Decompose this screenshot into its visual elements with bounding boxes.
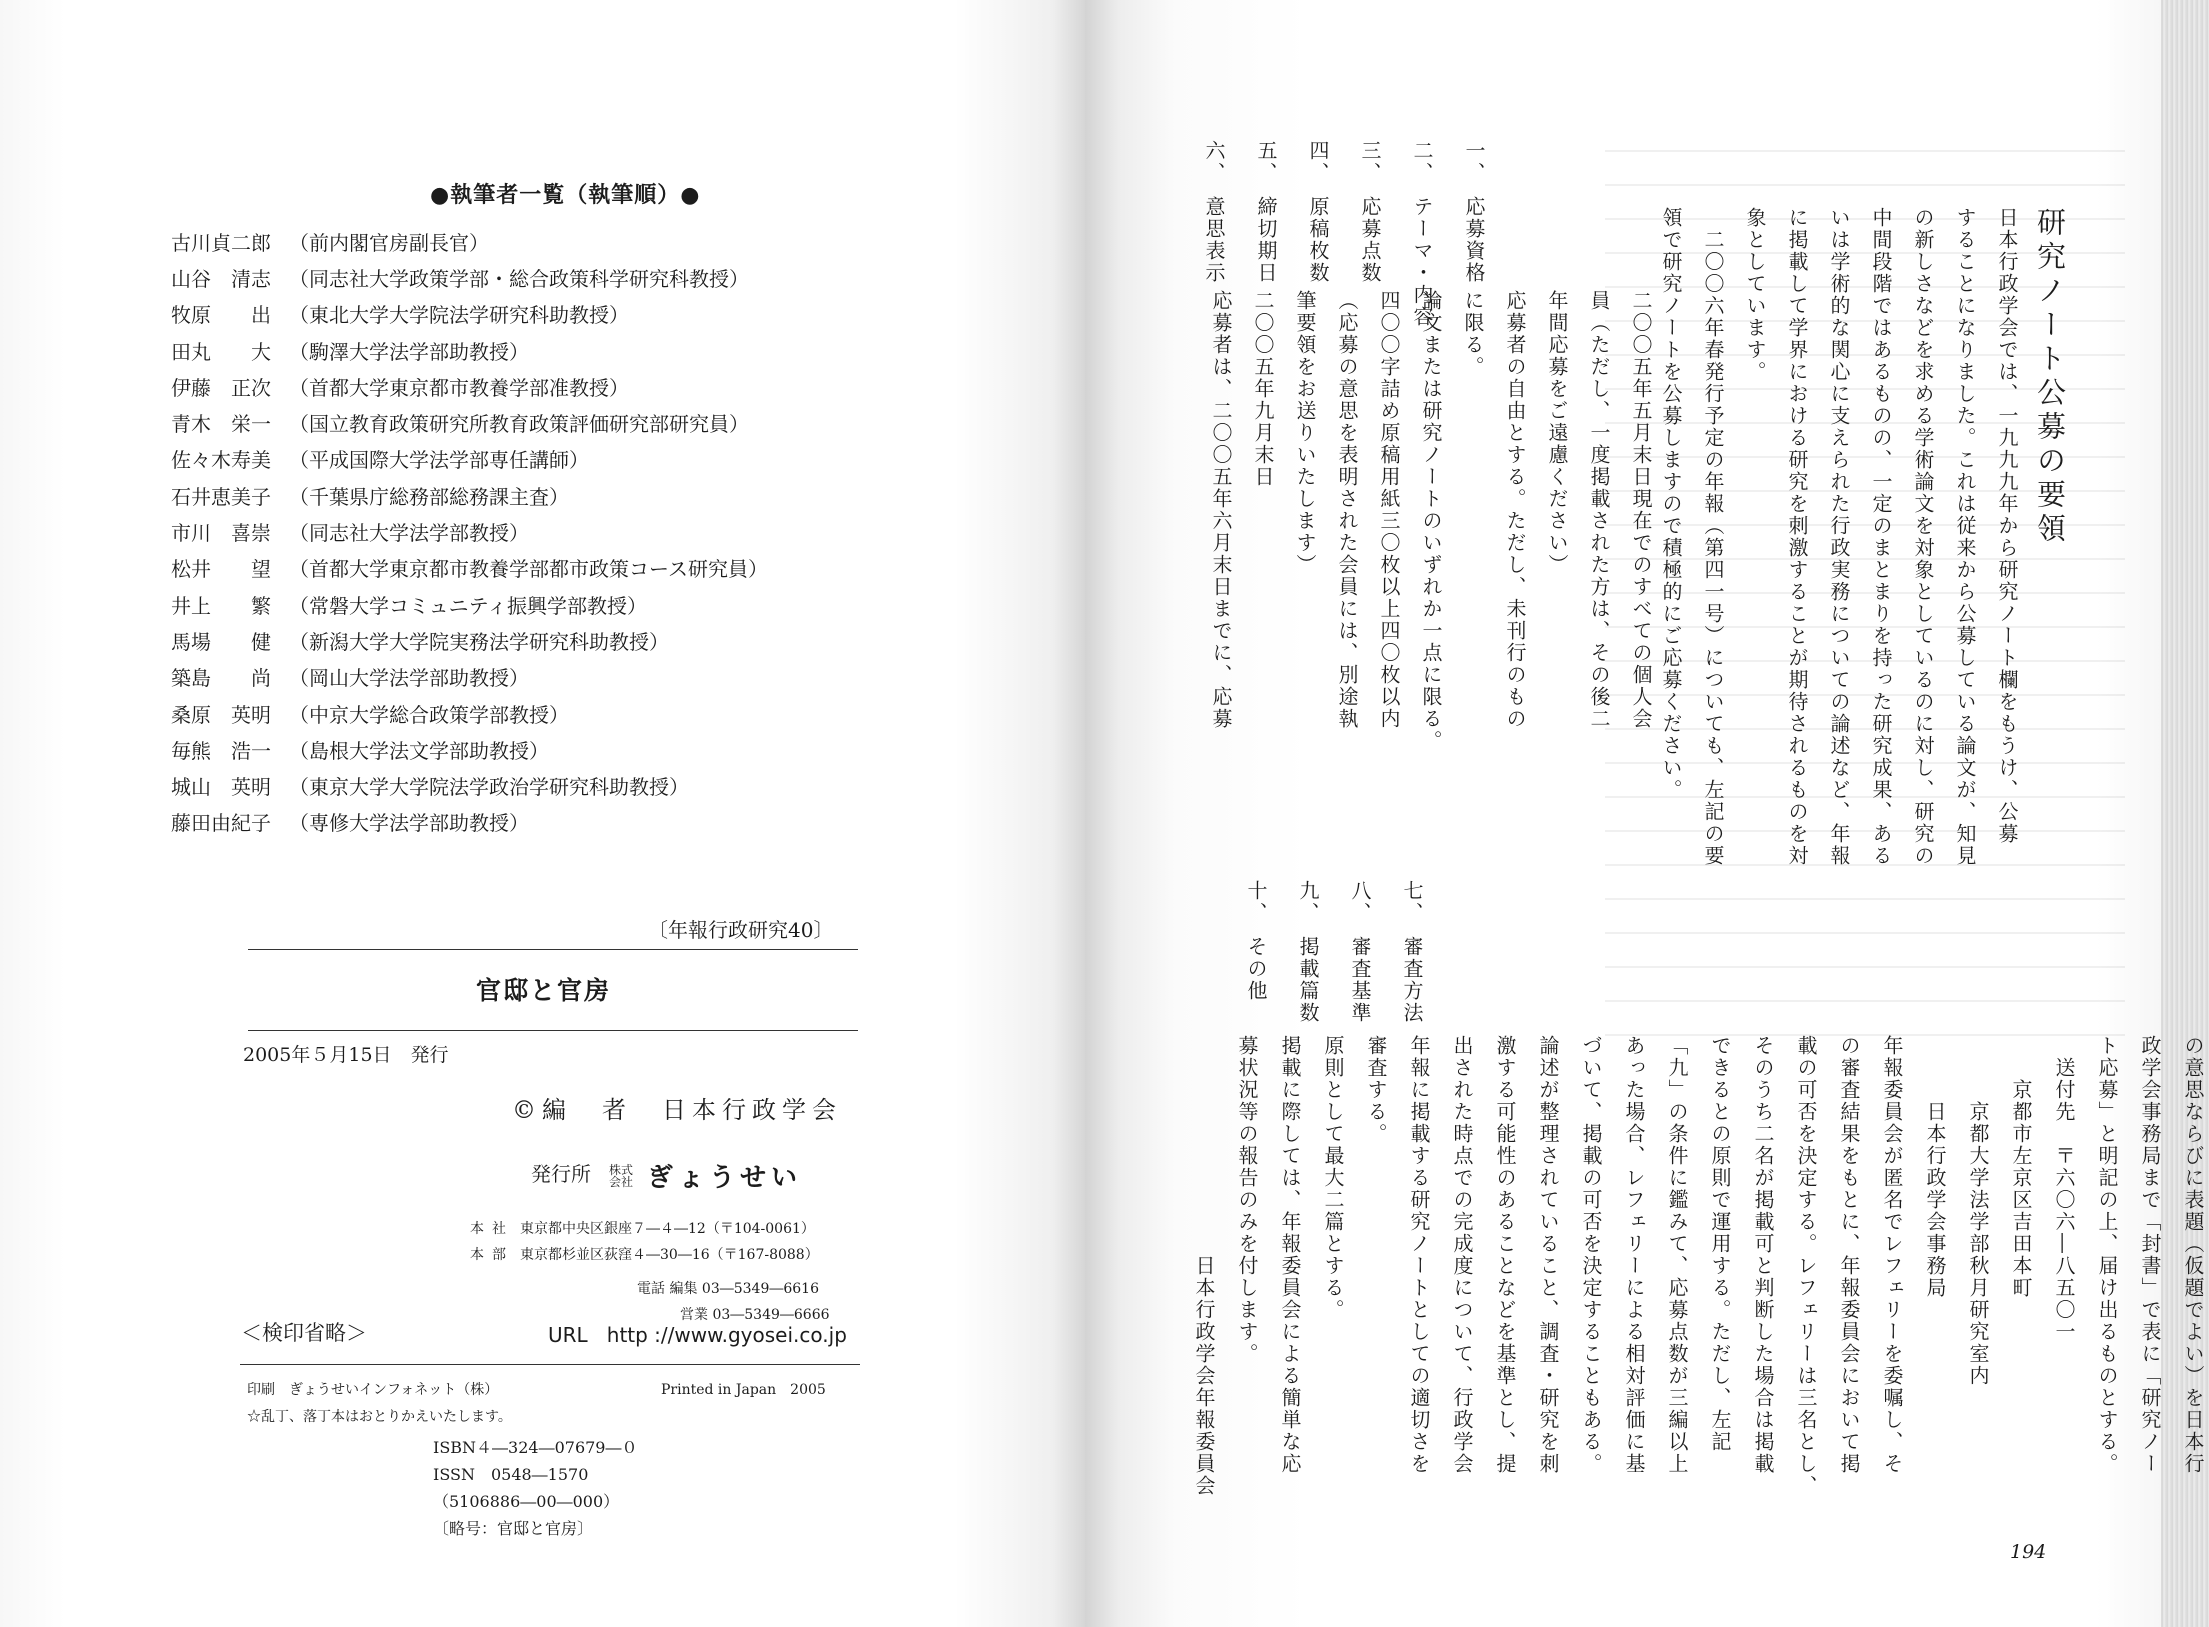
contributor-row — [171, 477, 768, 513]
requirement-column: できるとの原則で運用する。ただし、左記 — [1708, 1035, 1732, 1453]
page-number: 194 — [2010, 1541, 2047, 1563]
contributor-name: 古川貞二郎 — [171, 230, 271, 255]
contributor-affiliation: （前内閣官房副長官） — [289, 230, 489, 255]
requirement-column: 送付先 〒六〇六―八五〇一 — [2052, 1035, 2076, 1343]
item-heading: 三、 応募点数 — [1358, 140, 1382, 284]
contributor-affiliation: （同志社大学政策学部・総合政策科学研究科教授） — [289, 266, 749, 291]
requirement-column: の意思ならびに表題（仮題でよい）を日本行 — [2181, 1035, 2205, 1475]
colophon-rule-bottom — [248, 1030, 858, 1031]
intro-column: の新しさなどを求める学術論文を対象としているのに対し、研究の — [1911, 207, 1935, 867]
contributor-row — [171, 404, 768, 440]
requirement-column: 応募者は、二〇〇五年六月末日までに、応募 — [1209, 290, 1233, 730]
requirement-column: 年報委員会が匿名でレフェリーを委嘱し、そ — [1880, 1035, 1904, 1475]
requirement-column: 京都市左京区吉田本町 — [2009, 1035, 2033, 1299]
contributor-name: 築島 尚 — [171, 666, 271, 691]
intro-column: することになりました。これは従来から公募している論文が、知見 — [1953, 207, 1977, 867]
contributor-affiliation: （新潟大学大学院実務法学研究科助教授） — [289, 629, 669, 654]
requirement-column: 出された時点での完成度について、行政学会 — [1450, 1035, 1474, 1475]
contributor-affiliation: （首都大学東京都市教養学部都市政策コース研究員） — [289, 557, 768, 582]
contributor-row — [171, 622, 768, 658]
item-heading: 二、 テーマ・内容 — [1410, 140, 1434, 328]
requirement-column: 員（ただし、一度掲載された方は、その後二 — [1587, 290, 1611, 730]
publisher-url: URL http ://www.gyosei.co.jp — [548, 1323, 847, 1347]
intro-column: 中間段階ではあるものの、一定のまとまりを持った研究成果、ある — [1869, 207, 1893, 867]
requirement-column: 日本行政学会年報委員会 — [1192, 1035, 1216, 1497]
item-heading: 五、 締切期日 — [1254, 140, 1278, 284]
printer: 印刷 ぎょうせいインフォネット（株） — [247, 1382, 499, 1398]
intro-text — [1650, 207, 2028, 867]
contributor-name: 石井恵美子 — [171, 484, 271, 509]
colophon-rule-print — [240, 1364, 860, 1365]
contributor-row — [171, 731, 768, 767]
requirement-column: 二〇〇五年九月末日 — [1251, 290, 1275, 488]
contributor-row — [171, 550, 768, 586]
requirement-column: 二〇〇五年五月末日現在でのすべての個人会 — [1629, 290, 1653, 730]
requirement-details-lower — [1182, 1035, 2209, 1535]
intro-column: 日本行政学会では、一九九九年から研究ノート欄をもうけ、公募 — [1995, 207, 2019, 845]
requirement-column: 審査する。 — [1364, 1035, 1388, 1145]
requirement-column: 政学会事務局まで「封書」で表に「研究ノー — [2138, 1035, 2162, 1475]
item-heading: 八、 審査基準 — [1348, 880, 1372, 1024]
requirement-column: 激する可能性のあることなどを基準とし、提 — [1493, 1035, 1517, 1475]
contributor-name: 田丸 大 — [171, 339, 271, 364]
requirement-column: 日本行政学会事務局 — [1923, 1035, 1947, 1299]
main-office-address: 本部 東京都杉並区荻窪４―30―16（〒167-8088） — [470, 1247, 819, 1263]
contributor-row — [171, 368, 768, 404]
requirement-column: 京都大学法学部秋月研究室内 — [1966, 1035, 1990, 1387]
requirement-column: あった場合、レフェリーによる相対評価に基 — [1622, 1035, 1646, 1475]
contributor-name: 城山 英明 — [171, 775, 271, 800]
requirement-column: づいて、掲載の可否を決定することもある。 — [1579, 1035, 1603, 1475]
product-code: （5106886―00―000） — [433, 1492, 620, 1511]
left-page — [0, 0, 1085, 1627]
book-title: 官邸と官房 — [476, 976, 612, 1005]
requirement-column: の審査結果をもとに、年報委員会において掲 — [1837, 1035, 1861, 1475]
section-title: 研究ノート公募の要領 — [2033, 207, 2067, 547]
requirement-column: 筆要領をお送りいたします） — [1293, 290, 1317, 576]
requirement-details-upper — [1200, 290, 1662, 850]
intro-column: 象としています。 — [1743, 207, 1767, 383]
contributor-affiliation: （東京大学大学院法学政治学研究科助教授） — [289, 775, 689, 800]
editor: ©編 者 日本行政学会 — [512, 1096, 842, 1124]
contributors-list — [171, 223, 768, 840]
abbreviation: 〔略号：官邸と官房〕 — [433, 1519, 594, 1538]
requirement-column: （応募の意思を表明された会員には、別途執 — [1335, 290, 1359, 730]
requirement-column: ト応募」と明記の上、届け出るものとする。 — [2095, 1035, 2119, 1475]
book-codes — [433, 1434, 637, 1542]
intro-column: いは学術的な関心に支えられた行政実務についての論述など、年報 — [1827, 207, 1851, 867]
intro-column: 領で研究ノートを公募しますので積極的にご応募ください。 — [1659, 207, 1683, 801]
contributor-name: 伊藤 正次 — [171, 375, 271, 400]
contributor-row — [171, 332, 768, 368]
item-heading: 七、 審査方法 — [1400, 880, 1424, 1024]
publisher-name: ぎょうせい — [647, 1163, 803, 1193]
contributor-row — [171, 586, 768, 622]
contributor-affiliation: （岡山大学法学部助教授） — [289, 666, 529, 691]
requirement-column: 応募者の自由とする。ただし、未刊行のもの — [1503, 290, 1527, 730]
contributor-row — [171, 659, 768, 695]
contributor-name: 桑原 英明 — [171, 702, 271, 727]
contributor-name: 井上 繁 — [171, 593, 271, 618]
phone-sales: 営業 03―5349―6666 — [680, 1307, 830, 1323]
printed-in-japan: Printed in Japan 2005 — [661, 1382, 826, 1398]
url-link[interactable]: http ://www.gyosei.co.jp — [606, 1323, 847, 1347]
kabushiki-kaisha-mark: 株式 会社 — [609, 1162, 634, 1189]
head-office-address: 本社 東京都中央区銀座７―４―12（〒104-0061） — [470, 1221, 815, 1237]
contributor-name: 青木 栄一 — [171, 412, 271, 437]
requirement-column: 年報に掲載する研究ノートとしての適切さを — [1407, 1035, 1431, 1475]
colophon-rule-top — [248, 949, 858, 950]
contributor-name: 藤田由紀子 — [171, 811, 271, 836]
replacement-note: ☆乱丁、落丁本はおとりかえいたします。 — [247, 1409, 512, 1425]
contributor-row — [171, 259, 768, 295]
contributor-affiliation: （中京大学総合政策学部教授） — [289, 702, 569, 727]
contributor-row — [171, 695, 768, 731]
isbn: ISBN４―324―07679―０ — [433, 1438, 638, 1457]
requirement-column: 募状況等の報告のみを付します。 — [1235, 1035, 1259, 1365]
contributor-name: 佐々木寿美 — [171, 448, 271, 473]
requirement-column: 原則として最大二篇とする。 — [1321, 1035, 1345, 1321]
no-seal-notice: ＜検印省略＞ — [241, 1321, 367, 1345]
phone-edit: 電話 編集 03―5349―6616 — [637, 1281, 819, 1297]
contributor-row — [171, 804, 768, 840]
requirement-column: に限る。 — [1461, 290, 1485, 378]
contributor-name: 牧原 出 — [171, 303, 271, 328]
contributor-affiliation: （同志社大学法学部教授） — [289, 521, 529, 546]
requirement-column: 論述が整理されていること、調査・研究を刺 — [1536, 1035, 1560, 1475]
contributor-affiliation: （常磐大学コミュニティ振興学部教授） — [289, 593, 647, 618]
contributor-row — [171, 513, 768, 549]
requirement-column: 載の可否を決定する。レフェリーは三名とし、 — [1794, 1035, 1818, 1497]
item-heading: 九、 掲載篇数 — [1296, 880, 1320, 1024]
publisher — [531, 1157, 802, 1194]
contributor-affiliation: （駒澤大学法学部助教授） — [289, 339, 529, 364]
series-label: 〔年報行政研究40〕 — [648, 918, 834, 942]
requirement-column: 掲載に際しては、年報委員会による簡単な応 — [1278, 1035, 1302, 1475]
contributor-affiliation: （平成国際大学法学部専任講師） — [289, 448, 589, 473]
publication-date: 2005年５月15日 発行 — [243, 1044, 449, 1066]
requirement-column: そのうち二名が掲載可と判断した場合は掲載 — [1751, 1035, 1775, 1475]
requirement-column: 論文または研究ノートのいずれか一点に限る。 — [1419, 290, 1443, 752]
issn: ISSN 0548―1570 — [433, 1465, 589, 1484]
intro-column: 二〇〇六年春発行予定の年報（第四一号）についても、左記の要 — [1701, 207, 1725, 867]
contributor-affiliation: （首都大学東京都市教養学部准教授） — [289, 375, 629, 400]
contributor-name: 市川 喜崇 — [171, 521, 271, 546]
contributor-row — [171, 296, 768, 332]
contributor-affiliation: （国立教育政策研究所教育政策評価研究部研究員） — [289, 412, 749, 437]
item-heading: 一、 応募資格 — [1462, 140, 1486, 284]
requirement-column: 四〇〇字詰め原稿用紙三〇枚以上四〇枚以内 — [1377, 290, 1401, 730]
item-heading: 四、 原稿枚数 — [1306, 140, 1330, 284]
contributor-row — [171, 767, 768, 803]
requirement-column: 「九」の条件に鑑みて、応募点数が三編以上 — [1665, 1035, 1689, 1475]
contributor-affiliation: （島根大学法文学部助教授） — [289, 738, 549, 763]
requirement-column: 年間応募をご遠慮ください） — [1545, 290, 1569, 576]
contributors-heading: ●執筆者一覧（執筆順）● — [430, 183, 701, 208]
contributor-row — [171, 223, 768, 259]
contributor-name: 毎熊 浩一 — [171, 738, 271, 763]
contributor-affiliation: （千葉県庁総務部総務課主査） — [289, 484, 569, 509]
item-heading: 六、 意思表示 — [1202, 140, 1226, 284]
contributor-name: 馬場 健 — [171, 629, 271, 654]
contributor-affiliation: （東北大学大学院法学研究科助教授） — [289, 303, 629, 328]
contributor-row — [171, 441, 768, 477]
publisher-label: 発行所 — [531, 1162, 591, 1186]
intro-column: に掲載して学界における研究を刺激することが期待されるものを対 — [1785, 207, 1809, 867]
contributor-affiliation: （専修大学法学部助教授） — [289, 811, 529, 836]
item-heading: 十、 その他 — [1244, 880, 1268, 1002]
contributor-name: 山谷 清志 — [171, 266, 271, 291]
contributor-name: 松井 望 — [171, 557, 271, 582]
